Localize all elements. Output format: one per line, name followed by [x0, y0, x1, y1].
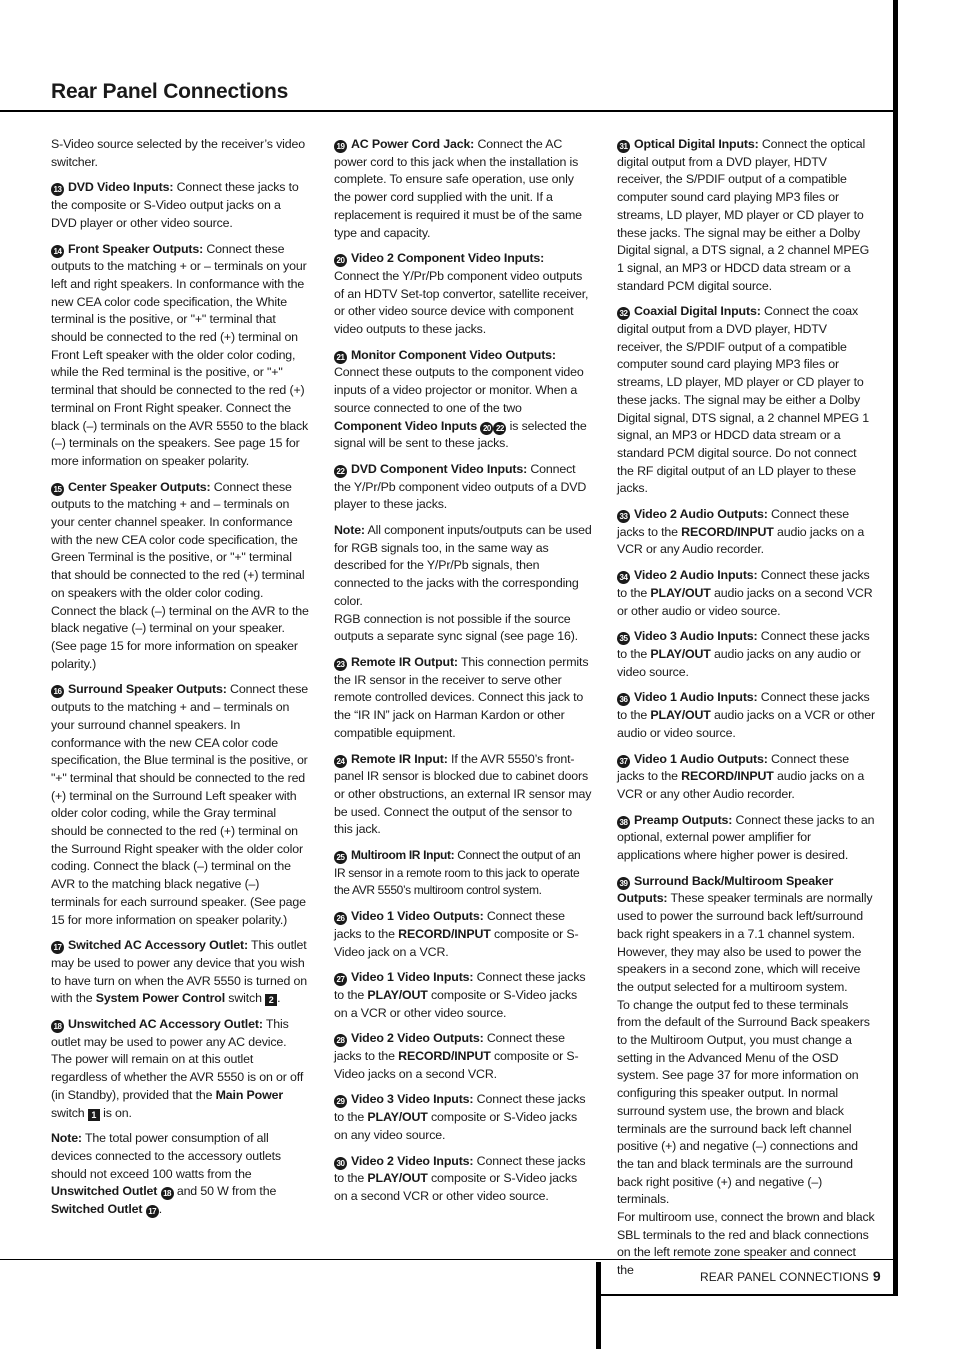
callout-27-icon: 27: [334, 973, 347, 986]
item-27-heading: Video 1 Video Inputs:: [351, 970, 474, 985]
callout-22-icon: 22: [334, 465, 347, 478]
callout-23-icon: 23: [334, 658, 347, 671]
item-37-text: Connect these jacks to the: [617, 751, 849, 784]
item-14-text: Connect these outputs to the matching + or – terminals on your left and right speakers. In conformance with the new CEA color code specification, the White terminal is the positive, or "+" terminal that should be connected to the red (+) terminal on Front Left speaker with the older color coding, while the Red terminal is the positive, or "+" terminal that should be connected to the red (+) terminal on Front Right speaker. Connect the black (–) terminals on the AVR 5550 to the black (–) terminals on the speakers. See page 15 for more information on speaker polarity.: [51, 241, 309, 468]
item-39-heading: Surround Back/Multiroom Speaker Outputs:: [617, 873, 834, 906]
item-36-text: Connect these jacks to the: [617, 690, 870, 723]
item-28-heading: Video 2 Video Outputs:: [351, 1031, 484, 1046]
item-36-text-c: audio jacks on a VCR or other audio or video source.: [617, 708, 875, 740]
item-20-text: Connect the Y/Pr/Pb component video outputs of an HDTV Set-top convertor, satellite receiver, or other video source device with component video outputs to these jacks.: [334, 268, 589, 337]
item-38: [617, 812, 875, 865]
callout-37-icon: 37: [617, 755, 630, 768]
item-32: [617, 303, 875, 498]
item-39-text-b: To change the output fed to these terminals from the default of the Surround Back speakers to the Multiroom Output, you must change a setting in the Advanced Menu of the OSD system. See page 37 for more information on configuring this speaker output. In normal surround system use, the brown and black terminals are the surround back left channel positive (+) and negative (–) connections and the tan and black terminals are the surround back right positive (+) and negative (–) terminals.: [617, 997, 870, 1207]
item-29-heading: Video 3 Video Inputs:: [351, 1092, 474, 1107]
callout-35-icon: 35: [617, 632, 630, 645]
column-3: [617, 136, 875, 1288]
item-33-heading: Video 2 Audio Outputs:: [634, 507, 768, 522]
item-22-heading: DVD Component Video Inputs:: [351, 461, 528, 476]
item-30: [334, 1153, 592, 1206]
item-34: [617, 567, 875, 620]
callout-28-icon: 28: [334, 1034, 347, 1047]
item-13-heading: DVD Video Inputs:: [68, 180, 174, 195]
item-36-bold: PLAY/OUT: [650, 708, 711, 723]
item-31-text: Connect the optical digital output from a DVD player, HDTV receiver, the S/PDIF output of a compatible computer sound card playing MP3 files or streams, LD player, MD player or CD player to these jacks. The signal may be either a Dolby Digital signal, a DTS signal, a 2 channel MPEG 1 signal, an MP3 or HDCD data stream or a standard PCM digital source.: [617, 137, 870, 293]
callout-17-icon: 17: [51, 941, 64, 954]
item-28: [334, 1030, 592, 1083]
item-38-heading: Preamp Outputs:: [634, 812, 733, 827]
item-26-text-c: composite or S-Video jack on a VCR.: [334, 926, 579, 959]
item-19-heading: AC Power Cord Jack:: [351, 137, 475, 151]
item-22-text: Connect the Y/Pr/Pb component video outputs of a DVD player to these jacks.: [334, 461, 587, 512]
note-2-text-b: RGB connection is not possible if the source outputs a separate sync signal (see page 16).: [334, 611, 578, 644]
item-18-bold: Main Power: [215, 1087, 283, 1102]
item-31-heading: Optical Digital Inputs:: [634, 137, 759, 151]
item-24-heading: Remote IR Input:: [351, 751, 448, 766]
note-1-bold-b: Unswitched Outlet: [51, 1184, 158, 1199]
control-1-icon: 1: [88, 1109, 100, 1121]
item-29: [334, 1091, 592, 1144]
callout-26-icon: 26: [334, 912, 347, 925]
note-1-bold-d: Switched Outlet: [51, 1202, 143, 1217]
callout-18-icon: 18: [51, 1020, 64, 1033]
item-32-heading: Coaxial Digital Inputs:: [634, 304, 761, 319]
item-39-text-c: For multiroom use, connect the brown and black SBL terminals to the red and black connections on the left remote zone speaker and connect the: [617, 1210, 875, 1278]
item-25-heading: Multiroom IR Input:: [351, 848, 455, 863]
intro-paragraph: S-Video source selected by the receiver’s video switcher.: [51, 137, 305, 169]
item-19: [334, 136, 592, 242]
item-24: [334, 751, 592, 840]
item-17-heading: Switched AC Accessory Outlet:: [68, 938, 248, 953]
callout-31-icon: 31: [617, 140, 630, 153]
item-13: [51, 179, 309, 232]
callout-39-icon: 39: [617, 877, 630, 890]
item-34-text: Connect these jacks to the: [617, 568, 870, 600]
item-18-heading: Unswitched AC Accessory Outlet:: [68, 1017, 263, 1032]
item-25: [334, 847, 592, 900]
callout-16-icon: 16: [51, 685, 64, 698]
item-20-heading: Video 2 Component Video Inputs:: [351, 251, 545, 266]
note-1: [51, 1130, 309, 1219]
item-13-text: Connect these jacks to the composite or S-Video output jacks on a DVD player or other video source.: [51, 180, 299, 230]
note-2-heading: Note:: [334, 523, 365, 538]
item-21: [334, 347, 592, 453]
item-17-text: This outlet may be used to power any device that you wish to have turn on when the AVR 5550 is turned on with the: [51, 938, 308, 1006]
item-30-text-c: composite or S-Video jacks on a second VCR or other video source.: [334, 1171, 578, 1203]
callout-30-icon: 30: [334, 1157, 347, 1170]
item-24-text: If the AVR 5550’s front-panel IR sensor is blocked due to cabinet doors or other obstructions, an external IR sensor may be used. Connect the output of the sensor to this jack.: [334, 751, 592, 837]
note-2: [334, 522, 592, 646]
callout-20-ref-icon: 20: [480, 422, 493, 435]
item-35-text: Connect these jacks to the: [617, 629, 870, 661]
item-26-heading: Video 1 Video Outputs:: [351, 909, 484, 924]
item-21-bold: Component Video Inputs: [334, 418, 478, 433]
note-1-text: The total power consumption of all devices connected to the accessory outlets should not exceed 100 watts from the: [51, 1131, 281, 1181]
page-title: Rear Panel Connections: [51, 80, 289, 103]
footer-divider-bar: [596, 1262, 601, 1349]
item-28-bold: RECORD/INPUT: [398, 1049, 491, 1064]
item-16: [51, 681, 309, 929]
item-26: [334, 908, 592, 961]
item-33-bold: RECORD/INPUT: [681, 524, 774, 539]
item-32-text: Connect the coax digital output from a DVD player, HDTV receiver, the S/PDIF output of a compatible computer sound card playing MP3 files or streams, LD player, MD player or CD player to these jacks. The signal may be either a Dolby Digital signal, DTS signal, a 2 channel MPEG 1 signal, an MP3 or HDCD data stream or a standard PCM digital source. Do not connect the RF digital output of an LD player to these jacks.: [617, 304, 870, 496]
item-33-text-c: audio jacks on a VCR or any Audio recorder.: [617, 524, 865, 557]
item-39-text: These speaker terminals are normally used to power the surround back left/surround back right speakers in a 7.1 channel system. However, they may also be used to power the speakers in a second zone, which will receive the output selected for a multiroom system.: [617, 891, 873, 994]
item-26-bold: RECORD/INPUT: [398, 926, 491, 941]
item-27: [334, 969, 592, 1022]
note-1-heading: Note:: [51, 1131, 82, 1146]
callout-32-icon: 32: [617, 307, 630, 320]
item-35-heading: Video 3 Audio Inputs:: [634, 629, 758, 644]
item-27-bold: PLAY/OUT: [367, 987, 428, 1002]
footer-base-rule: [598, 1294, 898, 1296]
page-footer: [700, 1268, 881, 1284]
callout-18-ref-icon: 18: [161, 1187, 174, 1200]
item-17: [51, 937, 309, 1008]
note-1-text-c: and 50 W from the: [173, 1184, 277, 1199]
item-29-text-c: composite or S-Video jacks on any video source.: [334, 1110, 578, 1142]
callout-21-icon: 21: [334, 351, 347, 364]
callout-17-ref-icon: 17: [146, 1205, 159, 1218]
item-27-text: Connect these jacks to the: [334, 970, 586, 1002]
item-18-text-d: is on.: [99, 1105, 132, 1120]
callout-34-icon: 34: [617, 571, 630, 584]
item-16-text: Connect these outputs to the matching + and – terminals on your surround channel speakers. In conformance with the new CEA color code specification, the Blue terminal is the positive, or "+" terminal that should be connected to the red (+) terminal on the Surround Left speaker with older color coding, while the Gray terminal should be connected to the red (+) terminal on the Surround Right speaker with the older color coding. Connect the black (–) terminal on the AVR to the matching black negative (–) terminals for each surround speaker. (See page 15 for more information on speaker polarity.): [51, 682, 308, 927]
column-1: [51, 136, 309, 1227]
item-20: [334, 250, 592, 339]
item-35: [617, 628, 875, 681]
item-34-text-c: audio jacks on a second VCR or other audio or video source.: [617, 585, 873, 618]
callout-13-icon: 13: [51, 183, 64, 196]
title-rule: [0, 110, 895, 112]
item-23-heading: Remote IR Output:: [351, 654, 458, 669]
callout-22-ref-icon: 22: [493, 422, 506, 435]
item-18: [51, 1016, 309, 1122]
page-number: 9: [872, 1268, 881, 1284]
item-25-text: Connect the output of an IR sensor in a remote room to this jack to operate the AVR 5550’s multiroom control system.: [334, 848, 581, 898]
item-29-text: Connect these jacks to the: [334, 1092, 586, 1125]
item-18-text: This outlet may be used to power any AC device. The power will remain on at this outlet regardless of whether the AVR 5550 is on or off (in Standby), provided that the: [51, 1017, 304, 1102]
control-2-icon: 2: [265, 994, 277, 1006]
item-35-bold: PLAY/OUT: [650, 646, 711, 661]
item-17-text-d: .: [277, 991, 281, 1006]
item-37-bold: RECORD/INPUT: [681, 769, 774, 784]
item-23: [334, 654, 592, 743]
item-34-heading: Video 2 Audio Inputs:: [634, 568, 758, 583]
column-2: [334, 136, 592, 1214]
callout-20-icon: 20: [334, 254, 347, 267]
item-28-text: Connect these jacks to the: [334, 1031, 565, 1064]
note-2-text: All component inputs/outputs can be used for RGB signals too, in the same way as described for the Y/Pr/Pb signals, then connected to the jacks with the corresponding color.: [334, 523, 592, 608]
item-23-text: This connection permits the IR sensor in the receiver to serve other remote controlled devices. Connect this jack to the “IR IN” jack on Harman Kardon or other compatible equipment.: [334, 654, 589, 740]
item-30-bold: PLAY/OUT: [367, 1171, 428, 1186]
callout-24-icon: 24: [334, 755, 347, 768]
item-17-text-c: switch: [225, 991, 266, 1006]
callout-15-icon: 15: [51, 483, 64, 496]
item-27-text-c: composite or S-Video jacks on a VCR or other video source.: [334, 987, 578, 1020]
item-16-heading: Surround Speaker Outputs:: [68, 682, 227, 697]
note-1-text-e: .: [158, 1202, 162, 1217]
item-18-text-c: switch: [51, 1105, 88, 1120]
item-21-text: Connect these outputs to the component video inputs of a video projector or monitor. When a source connected to one of the two: [334, 365, 584, 415]
item-35-text-c: audio jacks on any audio or video source.: [617, 646, 861, 679]
callout-14-icon: 14: [51, 245, 64, 258]
item-17-bold: System Power Control: [95, 991, 225, 1006]
item-39: [617, 873, 875, 1280]
item-33-text: Connect these jacks to the: [617, 507, 849, 539]
callout-33-icon: 33: [617, 510, 630, 523]
right-edge-bar: [893, 0, 898, 1295]
item-14-heading: Front Speaker Outputs:: [68, 241, 204, 256]
callout-29-icon: 29: [334, 1095, 347, 1108]
item-14: [51, 241, 309, 471]
item-15-text: Connect these outputs to the matching + and – terminals on your center channel speaker. In conformance with the new CEA color code specification, the Green Terminal is the positive, or "+" terminal that should be connected to the red (+) terminal on speakers with the older color coding. Connect the black (–) terminal on the AVR to the black negative (–) terminal on your speaker. (See page 15 for more information on speaker polarity.): [51, 479, 309, 671]
item-36-heading: Video 1 Audio Inputs:: [634, 690, 758, 705]
item-30-text: Connect these jacks to the: [334, 1153, 586, 1186]
item-21-heading: Monitor Component Video Outputs:: [351, 347, 556, 362]
item-30-heading: Video 2 Video Inputs:: [351, 1153, 474, 1168]
item-19-text: Connect the AC power cord to this jack when the installation is complete. To ensure safe operation, use only the power cord supplied with the unit. If a replacement is required it must be of the same type and capacity.: [334, 137, 582, 240]
item-37-text-c: audio jacks on a VCR or any other Audio recorder.: [617, 769, 865, 801]
item-29-bold: PLAY/OUT: [367, 1110, 428, 1125]
item-15-heading: Center Speaker Outputs:: [68, 479, 211, 494]
item-26-text: Connect these jacks to the: [334, 909, 565, 941]
item-38-text: Connect these jacks to an optional, external power amplifier for applications where higher power is desired.: [617, 812, 875, 863]
item-28-text-c: composite or S-Video jacks on a second VCR.: [334, 1049, 579, 1081]
item-33: [617, 506, 875, 559]
callout-38-icon: 38: [617, 816, 630, 829]
item-31: [617, 136, 875, 295]
callout-36-icon: 36: [617, 693, 630, 706]
item-22: [334, 461, 592, 514]
callout-25-icon: 25: [334, 851, 347, 864]
footer-section-label: REAR PANEL CONNECTIONS: [700, 1270, 869, 1284]
item-15: [51, 479, 309, 674]
item-21-text-c: is selected the signal will be sent to these jacks.: [334, 418, 587, 451]
item-34-bold: PLAY/OUT: [650, 585, 711, 600]
callout-19-icon: 19: [334, 140, 347, 153]
item-36: [617, 689, 875, 742]
item-37-heading: Video 1 Audio Outputs:: [634, 751, 768, 766]
item-37: [617, 751, 875, 804]
